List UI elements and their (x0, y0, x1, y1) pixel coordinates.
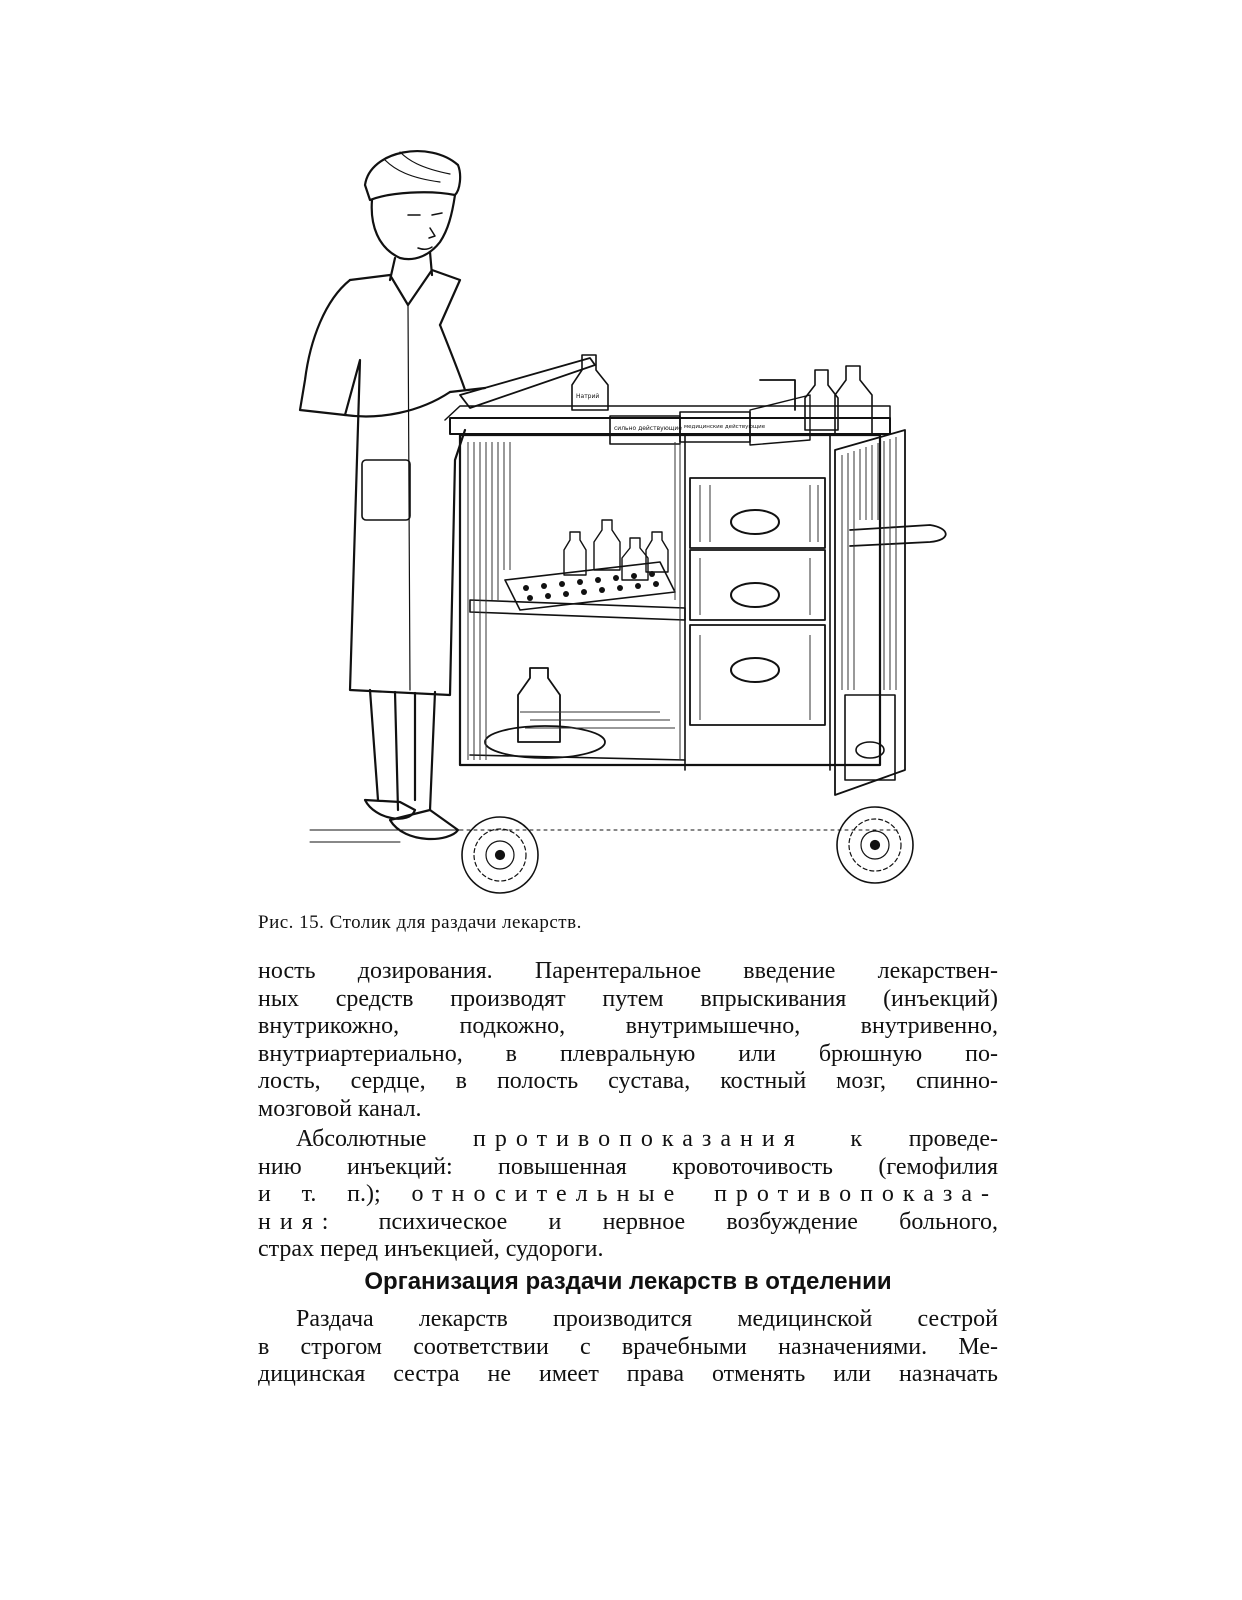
emphasis-term: противопоказа- (714, 1181, 999, 1207)
text-line: мозговой канал. (258, 1095, 422, 1122)
top-bottle-1 (572, 355, 608, 410)
bottom-bottle (518, 668, 560, 742)
figure-caption: Рис. 15. Столик для раздачи лекарств. (258, 912, 582, 933)
top-rack (750, 395, 810, 445)
emphasis-term: ния: (258, 1208, 338, 1235)
nurse-face (372, 195, 455, 259)
paragraph-1 (258, 958, 998, 1123)
held-tray (460, 358, 595, 408)
paragraph-2 (258, 1126, 998, 1264)
wheel-left (462, 817, 538, 893)
side-door (845, 695, 895, 780)
illustration-medicine-cart (290, 130, 970, 910)
drawer-3 (690, 625, 825, 725)
cart-body (460, 435, 880, 765)
nurse-coat (300, 280, 465, 695)
text-line: ных средств производят путем впрыскивания (инъекций) (258, 985, 998, 1012)
text-line: лость, сердце, в полость сустава, костный мозг, спинно- (258, 1068, 998, 1094)
paragraph-3 (258, 1306, 998, 1389)
text-line: ность дозирования. Парентеральное введение лекарствен- (258, 958, 998, 984)
shelf-bottle-3 (564, 532, 586, 575)
section-heading: Организация раздачи лекарств в отделении (364, 1268, 892, 1295)
text-fragment: и т. п.); (258, 1181, 381, 1207)
nurse-collar (350, 270, 460, 325)
text-line: в строгом соответствии с врачебными назначениями. Ме- (258, 1333, 998, 1360)
text-line (258, 1126, 998, 1154)
text-line (258, 1181, 998, 1209)
shelf-bottle-1 (594, 520, 620, 570)
emphasis-term: относительные (411, 1181, 684, 1207)
bottle-label: Натрий (576, 393, 600, 400)
top-bottle-3 (835, 366, 872, 435)
box-label-strong: сильно действующие (614, 425, 682, 432)
text-line: внутрикожно, подкожно, внутримышечно, внутривенно, (258, 1013, 998, 1039)
text-line: Раздача лекарств производится медицинской сестрой (296, 1306, 998, 1332)
drawer-handle-2 (731, 583, 779, 607)
wheel-right (837, 807, 913, 883)
shelf-bottle-4 (646, 532, 668, 572)
nurse-legs (370, 690, 435, 810)
coat-pocket (362, 460, 410, 520)
drawer-handle-3 (731, 658, 779, 682)
nurse-with-cart-drawing (290, 130, 970, 910)
nurse-arm (345, 392, 450, 416)
nurse-shoe-right (390, 810, 458, 839)
drawer-2 (690, 550, 825, 620)
text-line (258, 1209, 998, 1237)
box-label-medical: медицинские действующие (684, 424, 766, 430)
text-fragment: психическое и нервное возбуждение больного, (378, 1208, 999, 1235)
drawer-handle-1 (731, 510, 779, 534)
text-fragment: Абсолютные (296, 1126, 427, 1152)
emphasis-term: противопоказания (473, 1126, 804, 1152)
text-line: дицинская сестра не имеет права отменять или назначать (258, 1361, 998, 1387)
text-line: нию инъекций: повышенная кровоточивость (гемофилия (258, 1153, 998, 1180)
text-line: страх перед инъекцией, судороги. (258, 1236, 604, 1262)
cart-push-handle (850, 525, 946, 546)
text-line: внутриартериально, в плевральную или брюшную по- (258, 1040, 998, 1067)
text-fragment: к проведе- (850, 1126, 998, 1152)
